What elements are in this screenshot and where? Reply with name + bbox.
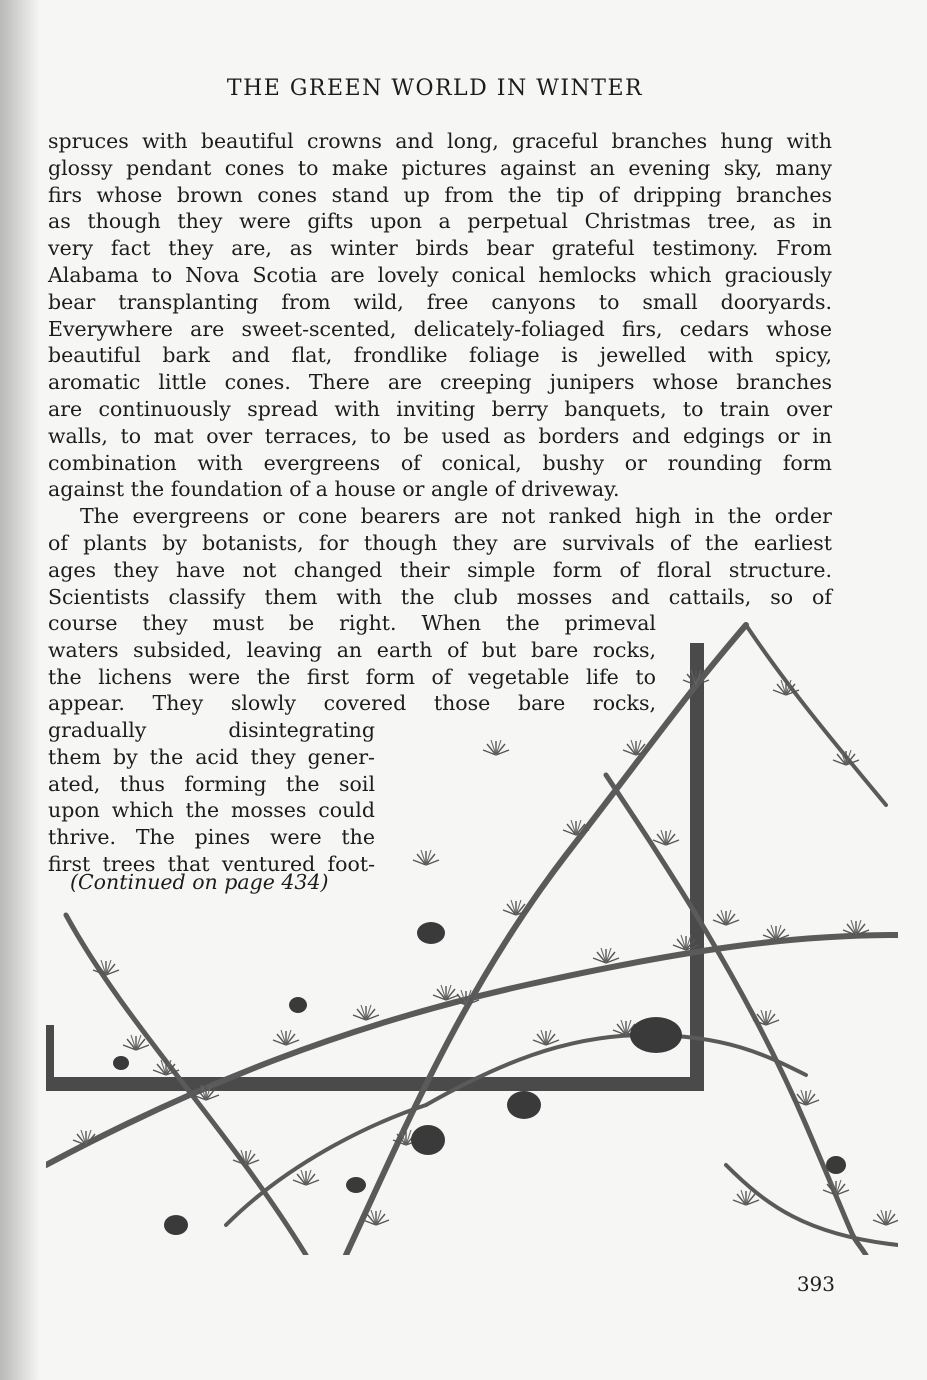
text-line: Alabama to Nova Scotia are lovely conical hemlocks which graciously xyxy=(48,262,832,287)
text-line: aromatic little cones. There are creeping junipers whose branches xyxy=(48,370,832,395)
text-line: first trees that ventured foot- xyxy=(48,851,375,876)
text-line: beautiful bark and flat, frondlike foliage is jewelled with spicy, xyxy=(48,343,832,368)
text-line: ated, thus forming the soil xyxy=(48,771,375,796)
text-line: spruces with beautiful crowns and long, graceful branches hung with xyxy=(48,129,832,153)
text-line: upon which the mosses could xyxy=(48,798,375,823)
text-line: them by the acid they gener- xyxy=(48,744,375,769)
text-line: waters subsided, leaving an earth of but bare rocks, xyxy=(48,637,656,662)
text-line: as though they were gifts upon a perpetual Christmas tree, as in xyxy=(48,209,832,234)
text-line: appear. They slowly covered those bare rocks, xyxy=(48,691,656,716)
text-line: Scientists classify them with the club mosses and cattails, so of xyxy=(48,584,832,609)
text-line: glossy pendant cones to make pictures against an evening sky, many xyxy=(48,155,832,180)
larch-illustration xyxy=(46,605,898,1255)
page-number: 393 xyxy=(796,1272,835,1296)
page-title: THE GREEN WORLD IN WINTER xyxy=(226,76,644,101)
text-line: course they must be right. When the primeval xyxy=(48,611,656,635)
text-line: the lichens were the first form of vegetable life to xyxy=(48,664,656,689)
text-line: very fact they are, as winter birds bear grateful testimony. From xyxy=(48,236,832,261)
continued-note: (Continued on page 434) xyxy=(70,870,329,894)
text-line: ages they have not changed their simple form of floral structure. xyxy=(48,557,832,582)
text-line: thrive. The pines were the xyxy=(48,825,375,850)
text-line: firs whose brown cones stand up from the tip of dripping branches xyxy=(48,182,832,207)
text-line: Everywhere are sweet-scented, delicately-foliaged firs, cedars whose xyxy=(48,316,832,341)
text-line: The evergreens or cone bearers are not ranked high in the order xyxy=(80,504,832,529)
text-line: walls, to mat over terraces, to be used as borders and edgings or in xyxy=(48,423,832,448)
text-line: gradually disintegrating xyxy=(48,718,375,742)
body-text xyxy=(48,128,832,610)
text-line: are continuously spread with inviting berry banquets, to train over xyxy=(48,396,832,421)
gutter-shadow xyxy=(0,0,40,1380)
text-line: against the foundation of a house or angle of driveway. xyxy=(48,477,620,502)
text-line: bear transplanting from wild, free canyons to small dooryards. xyxy=(48,289,832,314)
text-line: combination with evergreens of conical, bushy or rounding form xyxy=(48,450,832,475)
text-line: of plants by botanists, for though they are survivals of the earliest xyxy=(48,530,832,555)
